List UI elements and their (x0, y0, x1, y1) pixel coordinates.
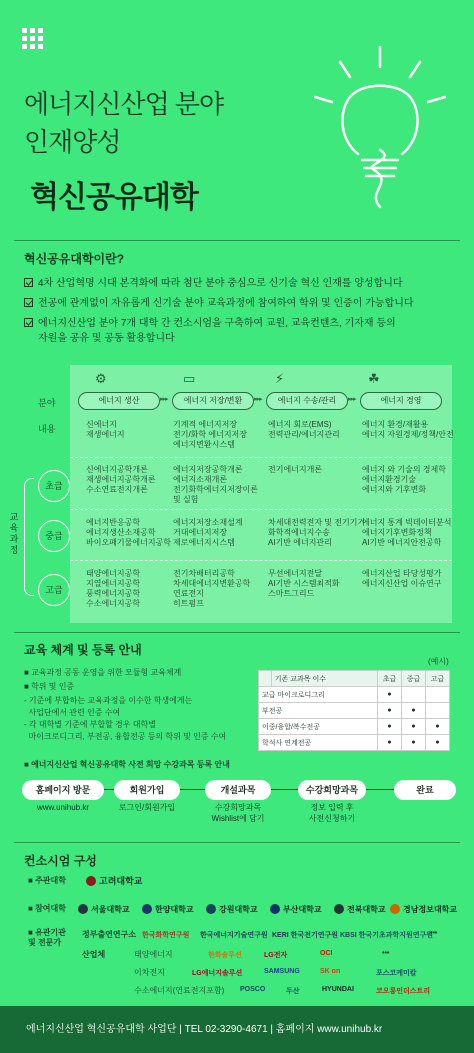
ind-logo: 한화솔루션 (208, 952, 242, 959)
level-adv: 고급 (38, 574, 70, 606)
ind-logo: LG에너지솔루션 (192, 970, 243, 977)
level-mid: 중급 (38, 520, 70, 552)
content-transport: 에너지 회로(EMS) 전력관리/에너지관리 (268, 420, 340, 439)
lead-univ: 고려대학교 (86, 874, 142, 887)
table-cell: 부전공 (259, 703, 378, 719)
col-head-management: 에너지 경영 (360, 392, 442, 410)
intro-bullet-3b: 자원을 공유 및 공동 활용합니다 (38, 333, 175, 344)
basic-transport: 전기에너지개론 (268, 465, 323, 474)
table-head (259, 671, 272, 687)
org-label: ■ 유관기관 및 전문가 (28, 928, 66, 947)
ind-logo: LG전자 (264, 952, 288, 959)
ind-label: 산업체 (82, 950, 106, 959)
step-visit[interactable]: 홈페이지 방문 (22, 780, 104, 800)
org-sub: 정부출연연구소 (82, 930, 137, 939)
adv-storage: 전기차배터리공학 차세대에너지변환공학 연료전지 히트펌프 (173, 569, 251, 608)
ind-logo: 포스코케미칼 (376, 970, 417, 977)
more-icon: ••• (430, 930, 438, 937)
table-row: 부전공 ● ● (259, 703, 450, 719)
ind-logo: SK on (320, 968, 341, 975)
check-icon (24, 318, 33, 327)
arrow-icon: ▸▸▸ (348, 396, 356, 403)
gear-icon: ⚙ (95, 371, 107, 386)
ind-row-name: 이차전지 (134, 968, 165, 977)
table-head: 초급 (378, 671, 402, 687)
basic-management: 에너지 와 기술의 경제학 에너지환경기술 에너지와 기후변화 (362, 465, 446, 494)
basic-storage: 에너지저장공학개론 에너지소재개론 전기화학에너지저장이론 및 실험 (173, 465, 259, 504)
univ-emblem-icon (334, 904, 344, 914)
table-head: 중급 (402, 671, 426, 687)
battery-icon: ▭ (183, 371, 196, 386)
degree-table (258, 670, 450, 751)
univ-emblem-icon (142, 904, 152, 914)
adv-transport: 무선에너지전달 AI기반 시스템최적화 스마트그리드 (268, 569, 340, 598)
basic-production: 신에너지공학개론 재생에너지공학개론 수소연료전지개론 (86, 465, 156, 494)
step-visit-sub[interactable]: www.unihub.kr (36, 803, 90, 812)
divider (70, 457, 452, 458)
divider (14, 632, 460, 633)
table-row: 교급 마이크로디그리 ● (259, 687, 450, 703)
step-wish[interactable]: 수강희망과목 (298, 780, 366, 800)
adv-management: 에너지산업 타당성평가 에너지신산업 이슈연구 (362, 569, 442, 588)
org-logo: KBSI 한국기초과학지원연구원 (340, 932, 434, 939)
univ-logo: 한양대학교 (142, 904, 194, 915)
divider (70, 560, 452, 561)
content-production: 신에너지 재생에너지 (86, 420, 125, 439)
truck-icon: ⚡ (275, 371, 285, 386)
col-head-storage: 에너지 저장/변환 (172, 392, 254, 410)
mid-management: 에너지 통계 빅데이터분석 에너지기후변화정책 AI기반 에너지안전공학 (362, 518, 452, 547)
hero-line2: 인재양성 (24, 127, 121, 157)
lightbulb-icon (300, 42, 460, 212)
more-icon: ••• (382, 950, 390, 957)
table-cell: 학석사 연계전공 (259, 735, 378, 751)
edu-point-4: 사업단에서 관련 인증 수여 (24, 708, 121, 717)
ind-row-name: 수소에너지(연료전지포함) (134, 986, 225, 995)
table-head: 기존 교과목 이수 (271, 671, 377, 687)
edu-point-2: ■ 학위 및 인증 (24, 682, 75, 691)
example-label: (예시) (428, 657, 449, 666)
step-done[interactable]: 완료 (394, 780, 456, 800)
univ-logo: 경남정보대학교 (390, 904, 457, 915)
col-head-transport: 에너지 수송/관리 (266, 392, 348, 410)
univ-logo: 전북대학교 (334, 904, 386, 915)
decor-dots-icon (22, 28, 44, 50)
plant-icon: ☘ (368, 371, 380, 386)
univ-emblem-icon (270, 904, 280, 914)
mid-transport: 차세대전력전자 및 전기기기 화학적에너지수송 AI기반 에너지관리 (268, 518, 366, 547)
edu-point-6: 마이크로디그리, 부전공, 융합전공 등의 학위 및 인증 수여 (24, 732, 227, 741)
table-cell: 이중/융합/복수전공 (259, 719, 378, 735)
hero-title: 혁신공유대학 (30, 181, 198, 214)
edu-point-1: ■ 교육과정 공동 운영을 위한 모듈형 교육체계 (24, 668, 182, 677)
part-label: ■ 참여대학 (28, 904, 66, 913)
intro-bullet-3: 에너지신산업 분야 7개 대학 간 컨소시엄을 구축하여 교원, 교육컨텐츠, 기자재 등의 (24, 316, 464, 331)
divider (70, 509, 452, 510)
org-logo: 한국에너지기술연구원 (200, 932, 268, 939)
bracket (24, 478, 34, 596)
univ-emblem-icon (206, 904, 216, 914)
univ-emblem-icon (78, 904, 88, 914)
ind-logo: 두산 (286, 988, 300, 995)
step-courses[interactable]: 개설과목 (205, 780, 271, 800)
edu-title: 교육 체계 및 등록 안내 (24, 643, 142, 657)
ind-logo: POSCO (240, 986, 266, 993)
ind-row-name: 태양에너지 (134, 950, 173, 959)
footer: 에너지신산업 혁신공유대학 사업단 | TEL 02-3290-4671 | 홈페이지 www.unihub.kr (0, 1006, 474, 1053)
arrow-icon: ▸▸▸ (160, 396, 168, 403)
table-head: 고급 (426, 671, 450, 687)
univ-emblem-icon (86, 876, 96, 886)
step-wish-sub: 정보 입력 후 사전신청하기 (308, 803, 356, 823)
check-icon (24, 278, 33, 287)
univ-logo: 부산대학교 (270, 904, 322, 915)
step-signup[interactable]: 회원가입 (114, 780, 180, 800)
row-label-field: 분야 (38, 398, 56, 408)
univ-emblem-icon (390, 904, 400, 914)
ind-logo: SAMSUNG (264, 968, 300, 975)
univ-logo: 서울대학교 (78, 904, 130, 915)
table-row: 이중/융합/복수전공 ● ● ● (259, 719, 450, 735)
mid-production: 에너지반응공학 에너지생산소재공학 바이오폐기물에너지공학 (86, 518, 172, 547)
divider (14, 842, 460, 843)
col-head-production: 에너지 생산 (78, 392, 160, 410)
ind-logo: OCI (320, 950, 333, 957)
level-basic: 초급 (38, 470, 70, 502)
divider (14, 240, 460, 241)
table-cell: 교급 마이크로디그리 (259, 687, 378, 703)
edu-point-5: - 각 대학별 기준에 부합할 경우 대학별 (24, 720, 156, 729)
step-signup-sub: 로그인/회원가입 (118, 803, 176, 812)
curriculum-side-label: 교 육 과 정 (9, 512, 19, 555)
hero-line1: 에너지신산업 분야 (24, 89, 224, 119)
intro-title: 혁신공유대학이란? (24, 252, 125, 266)
check-icon (24, 298, 33, 307)
arrow-icon: ▸▸▸ (254, 396, 262, 403)
table-row: 학석사 연계전공 ● ● ● (259, 735, 450, 751)
ind-logo: HYUNDAI (322, 986, 354, 993)
org-logo: 한국화학연구원 (142, 932, 190, 939)
intro-bullet-2: 전공에 관계없이 자유롭게 신기술 분야 교육과정에 참여하여 학위 및 인증이 가능합니다 (24, 296, 464, 311)
org-logo: KERI 한국전기연구원 (272, 932, 339, 939)
step-courses-sub: 수강희망과목 Wishlist에 담기 (211, 803, 265, 823)
mid-storage: 에너지저장소재설계 거대에너지저장 제로에너지시스템 (173, 518, 243, 547)
adv-production: 태양에너지공학 지열에너지공학 풍력에너지공학 수소에너지공학 (86, 569, 141, 608)
lead-label: ■ 주관대학 (28, 876, 66, 885)
ind-logo: 코오롱인더스트리 (376, 988, 431, 995)
univ-logo: 강원대학교 (206, 904, 258, 915)
edu-point-3: - 기준에 부합하는 교육과정을 이수한 학생에게는 (24, 696, 193, 705)
content-storage: 기계적 에너지저장 전기/화학 에너지저장 에너지변환시스템 (173, 420, 247, 449)
intro-bullet-1: 4차 산업혁명 시대 본격화에 따라 첨단 분야 중심으로 신기술 혁신 인재를 양성합니다 (24, 276, 464, 291)
row-label-content: 내용 (38, 424, 56, 434)
content-management: 에너지 환경/재활용 에너지 자원경제/정책/안전 (362, 420, 454, 439)
reg-title: ■ 에너지신산업 혁신공유대학 사전 희망 수강과목 등록 안내 (24, 760, 230, 769)
cons-title: 컨소시엄 구성 (24, 854, 97, 868)
